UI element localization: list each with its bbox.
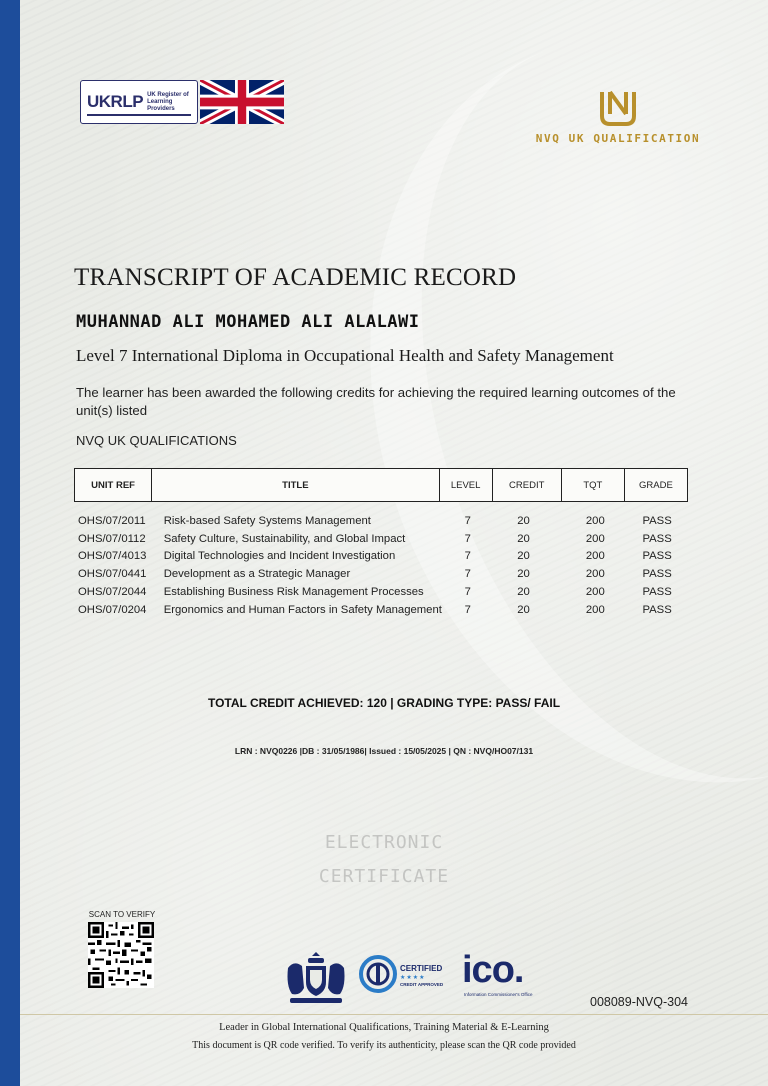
uk-flag-icon	[200, 80, 284, 124]
cpd-certified-badge	[358, 954, 450, 994]
unit-credit: 20	[517, 532, 530, 545]
awarding-body: NVQ UK QUALIFICATIONS	[76, 433, 237, 448]
electronic-certificate-watermark	[0, 826, 768, 894]
unit-grade: PASS	[642, 550, 672, 563]
footer-divider	[20, 1014, 768, 1015]
table-row	[74, 512, 688, 530]
unit-title: Ergonomics and Human Factors in Safety Management	[163, 603, 442, 616]
table-row	[74, 565, 688, 583]
unit-level: 7	[464, 514, 471, 527]
unit-level: 7	[464, 550, 471, 563]
table-row	[74, 601, 688, 619]
cpd-stars: ★★★★	[400, 975, 426, 981]
header-credit: CREDIT	[492, 469, 561, 502]
unit-title: Establishing Business Risk Management Processes	[163, 586, 424, 599]
unit-grade: PASS	[642, 586, 672, 599]
unit-tqt: 200	[585, 586, 605, 599]
cpd-certified-text: CERTIFIED	[400, 964, 443, 973]
certificate-id: 008089-NVQ-304	[590, 995, 688, 1009]
units-table-header	[74, 468, 688, 502]
header-unit-ref: UNIT REF	[75, 469, 152, 502]
qualification-title: Level 7 International Diploma in Occupational Health and Safety Management	[76, 346, 614, 365]
unit-ref: OHS/07/0204	[78, 603, 147, 616]
unit-ref: OHS/07/2044	[78, 586, 147, 599]
table-row	[74, 583, 688, 601]
units-table-body	[74, 512, 688, 619]
background-swoosh	[277, 0, 768, 861]
footer-tagline: Leader in Global International Qualifications, Training Material & E-Learning	[219, 1022, 549, 1033]
unit-ref: OHS/07/0112	[78, 532, 146, 545]
table-row	[74, 548, 688, 566]
ico-badge	[462, 950, 542, 1000]
table-row	[74, 530, 688, 548]
unit-title: Risk-based Safety Systems Management	[163, 514, 371, 527]
unit-ref: OHS/07/0441	[78, 568, 147, 581]
unit-credit: 20	[517, 568, 530, 581]
unit-tqt: 200	[585, 568, 605, 581]
scan-label: SCAN TO VERIFY	[88, 910, 156, 919]
unit-grade: PASS	[642, 532, 672, 545]
ukrlp-logo-underline	[87, 114, 191, 116]
watermark-line-2: CERTIFICATE	[318, 866, 450, 887]
nvq-logo-icon	[596, 88, 640, 128]
blue-sidebar	[0, 0, 20, 1086]
unit-grade: PASS	[642, 603, 672, 616]
unit-tqt: 200	[585, 550, 605, 563]
learner-name: MUHANNAD ALI MOHAMED ALI ALALAWI	[76, 312, 420, 332]
unit-title: Digital Technologies and Incident Investigation	[163, 550, 396, 563]
unit-grade: PASS	[642, 568, 672, 581]
unit-ref: OHS/07/4013	[78, 550, 147, 563]
unit-credit: 20	[517, 603, 530, 616]
cpd-credit-approved-text: CREDIT APPROVED	[400, 982, 444, 987]
unit-credit: 20	[517, 586, 530, 599]
unit-level: 7	[464, 532, 471, 545]
header-grade: GRADE	[624, 469, 687, 502]
header-title: TITLE	[152, 469, 439, 502]
cpd-logo-icon	[358, 954, 398, 994]
unit-title: Development as a Strategic Manager	[163, 568, 351, 581]
award-statement: The learner has been awarded the following credits for achieving the required learning outcomes of the unit(s) listed	[76, 385, 676, 418]
unit-level: 7	[464, 568, 471, 581]
header-tqt: TQT	[561, 469, 624, 502]
royal-coat-of-arms-icon	[280, 948, 352, 1008]
total-credit-summary: TOTAL CREDIT ACHIEVED: 120 | GRADING TYPE: PASS/ FAIL	[207, 696, 561, 710]
ukrlp-logo-main: UKRLP	[87, 92, 144, 111]
unit-tqt: 200	[585, 532, 605, 545]
qr-code-icon[interactable]	[88, 922, 154, 988]
ukrlp-logo	[80, 80, 198, 124]
unit-credit: 20	[517, 514, 530, 527]
ukrlp-logo-sub: UK Register of Learning Providers	[147, 91, 189, 112]
unit-tqt: 200	[585, 514, 605, 527]
watermark-line-1: ELECTRONIC	[324, 832, 444, 853]
unit-credit: 20	[517, 550, 530, 563]
learner-identifiers: LRN : NVQ0226 |DB : 31/05/1986| Issued : 15/05/2025 | QN : NVQ/HO07/131	[234, 746, 534, 756]
footer-verification-note: This document is QR code verified. To verify its authenticity, please scan the QR code provided	[192, 1040, 576, 1051]
ico-logo-text: ico.	[462, 949, 524, 991]
ico-subtitle: Information Commissioner's Office	[464, 992, 533, 997]
unit-level: 7	[464, 603, 471, 616]
header-level: LEVEL	[439, 469, 492, 502]
unit-level: 7	[464, 586, 471, 599]
brand-name: NVQ UK QUALIFICATION	[535, 132, 701, 145]
document-title: TRANSCRIPT OF ACADEMIC RECORD	[74, 264, 517, 291]
unit-ref: OHS/07/2011	[78, 514, 146, 527]
unit-tqt: 200	[585, 603, 605, 616]
unit-title: Safety Culture, Sustainability, and Global Impact	[163, 532, 406, 545]
unit-grade: PASS	[642, 514, 672, 527]
